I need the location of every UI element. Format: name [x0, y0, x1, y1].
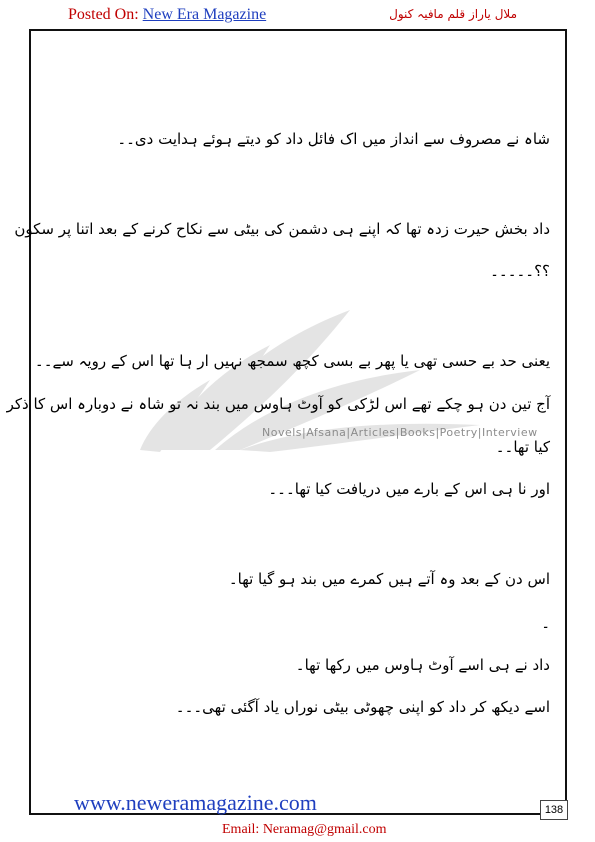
text-line-6: کیا تھا۔۔: [495, 438, 550, 456]
page-number: 138: [540, 800, 568, 820]
text-line-2: داد بخش حیرت زدہ تھا کہ اپنے ہی دشمن کی بیٹی سے نکاح کرنے کے بعد اتنا پر سکون: [14, 220, 550, 238]
posted-on-header: [68, 6, 266, 24]
text-line-8: اس دن کے بعد وہ آتے ہیں کمرے میں بند ہو گیا تھا۔: [228, 570, 550, 588]
text-line-1: شاہ نے مصروف سے انداز میں اک فائل داد کو دیتے ہوئے ہدایت دی۔۔: [117, 130, 550, 148]
watermark-text: Novels|Afsana|Articles|Books|Poetry|Interview: [262, 426, 538, 439]
email-footer: Email: Neramag@gmail.com: [222, 822, 387, 837]
text-line-11: اسے دیکھ کر داد کو اپنی چھوٹی بیٹی نوراں یاد آگئی تھی۔۔۔: [175, 698, 550, 716]
text-line-9: ۔: [541, 614, 550, 632]
text-line-5: آج تین دن ہو چکے تھے اس لڑکی کو آوٹ ہاوس میں بند نہ تو شاہ نے دوبارہ اس کا ذکر: [6, 395, 550, 413]
text-line-10: داد نے ہی اسے آوٹ ہاوس میں رکھا تھا۔: [295, 656, 550, 674]
text-line-3: ؟؟۔۔۔۔۔: [490, 262, 550, 280]
website-link[interactable]: www.neweramagazine.com: [74, 790, 317, 815]
text-line-4: یعنی حد بے حسی تھی یا پھر بے بسی کچھ سمجھ نہیں ار ہا تھا اس کے رویہ سے۔۔: [34, 352, 550, 370]
posted-on-label: Posted On:: [68, 6, 143, 23]
magazine-link[interactable]: New Era Magazine: [142, 6, 267, 23]
book-title: ملال یاراز قلم مافیہ کنول: [389, 7, 517, 21]
text-line-7: اور نا ہی اس کے بارے میں دریافت کیا تھا۔۔۔: [268, 480, 550, 498]
